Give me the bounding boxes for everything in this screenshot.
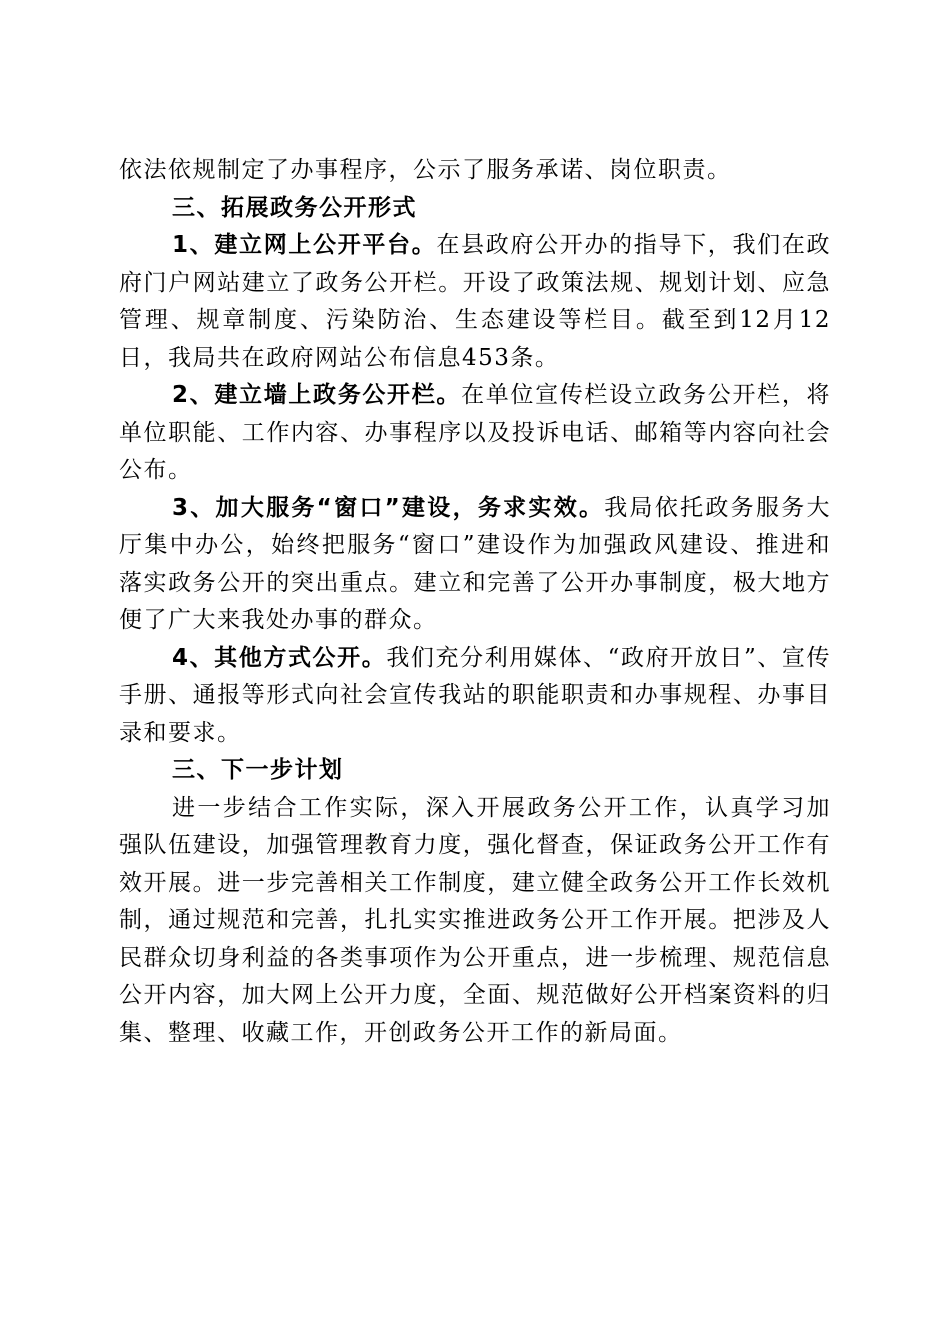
item-3-body: 我局依托政务服务大厅集中办公，始终把服务“窗口”建设作为加强政风建设、推进和落实政务公开的突出重点。建立和完善了公开办事制度，极大地方便了广大来我处办事的群众。 — [119, 494, 831, 633]
paragraph-continued: 依法依规制定了办事程序，公示了服务承诺、岗位职责。 — [119, 157, 732, 183]
paragraph-item-4 — [119, 640, 831, 753]
paragraph-next-plan: 进一步结合工作实际，深入开展政务公开工作，认真学习加强队伍建设，加强管理教育力度，强化督查，保证政务公开工作有效开展。进一步完善相关工作制度，建立健全政务公开工作长效机制，通过规范和完善，扎扎实实推进政务公开工作开展。把涉及人民群众切身利益的各类事项作为公开重点，进一步梳理、规范信息公开内容，加大网上公开力度，全面、规范做好公开档案资料的归集、整理、收藏工作，开创政务公开工作的新局面。 — [119, 794, 831, 1046]
document-page — [119, 152, 831, 1052]
item-2-body: 在单位宣传栏设立政务公开栏，将单位职能、工作内容、办事程序以及投诉电话、邮箱等内容向社会公布。 — [119, 382, 831, 483]
item-1-body: 在县政府公开办的指导下，我们在政府门户网站建立了政务公开栏。开设了政策法规、规划计划、应急管理、规章制度、污染防治、生态建设等栏目。截至到12月12日，我局共在政府网站公布信息453条。 — [119, 232, 831, 371]
paragraph-item-1 — [119, 227, 831, 377]
paragraph-item-2 — [119, 377, 831, 490]
section-heading-expand-forms: 三、拓展政务公开形式 — [172, 194, 417, 221]
item-4-body: 我们充分利用媒体、“政府开放日”、宣传手册、通报等形式向社会宣传我站的职能职责和办事规程、办事目录和要求。 — [119, 644, 831, 746]
section-heading-next-plan: 三、下一步计划 — [172, 757, 344, 783]
item-1-lead: 1、建立网上公开平台。 — [172, 232, 437, 258]
item-4-lead: 4、其他方式公开。 — [172, 644, 387, 671]
paragraph-item-3 — [119, 490, 831, 640]
item-3-lead: 3、加大服务“窗口”建设，务求实效。 — [172, 494, 605, 521]
item-2-lead: 2、建立墙上政务公开栏。 — [172, 382, 462, 408]
